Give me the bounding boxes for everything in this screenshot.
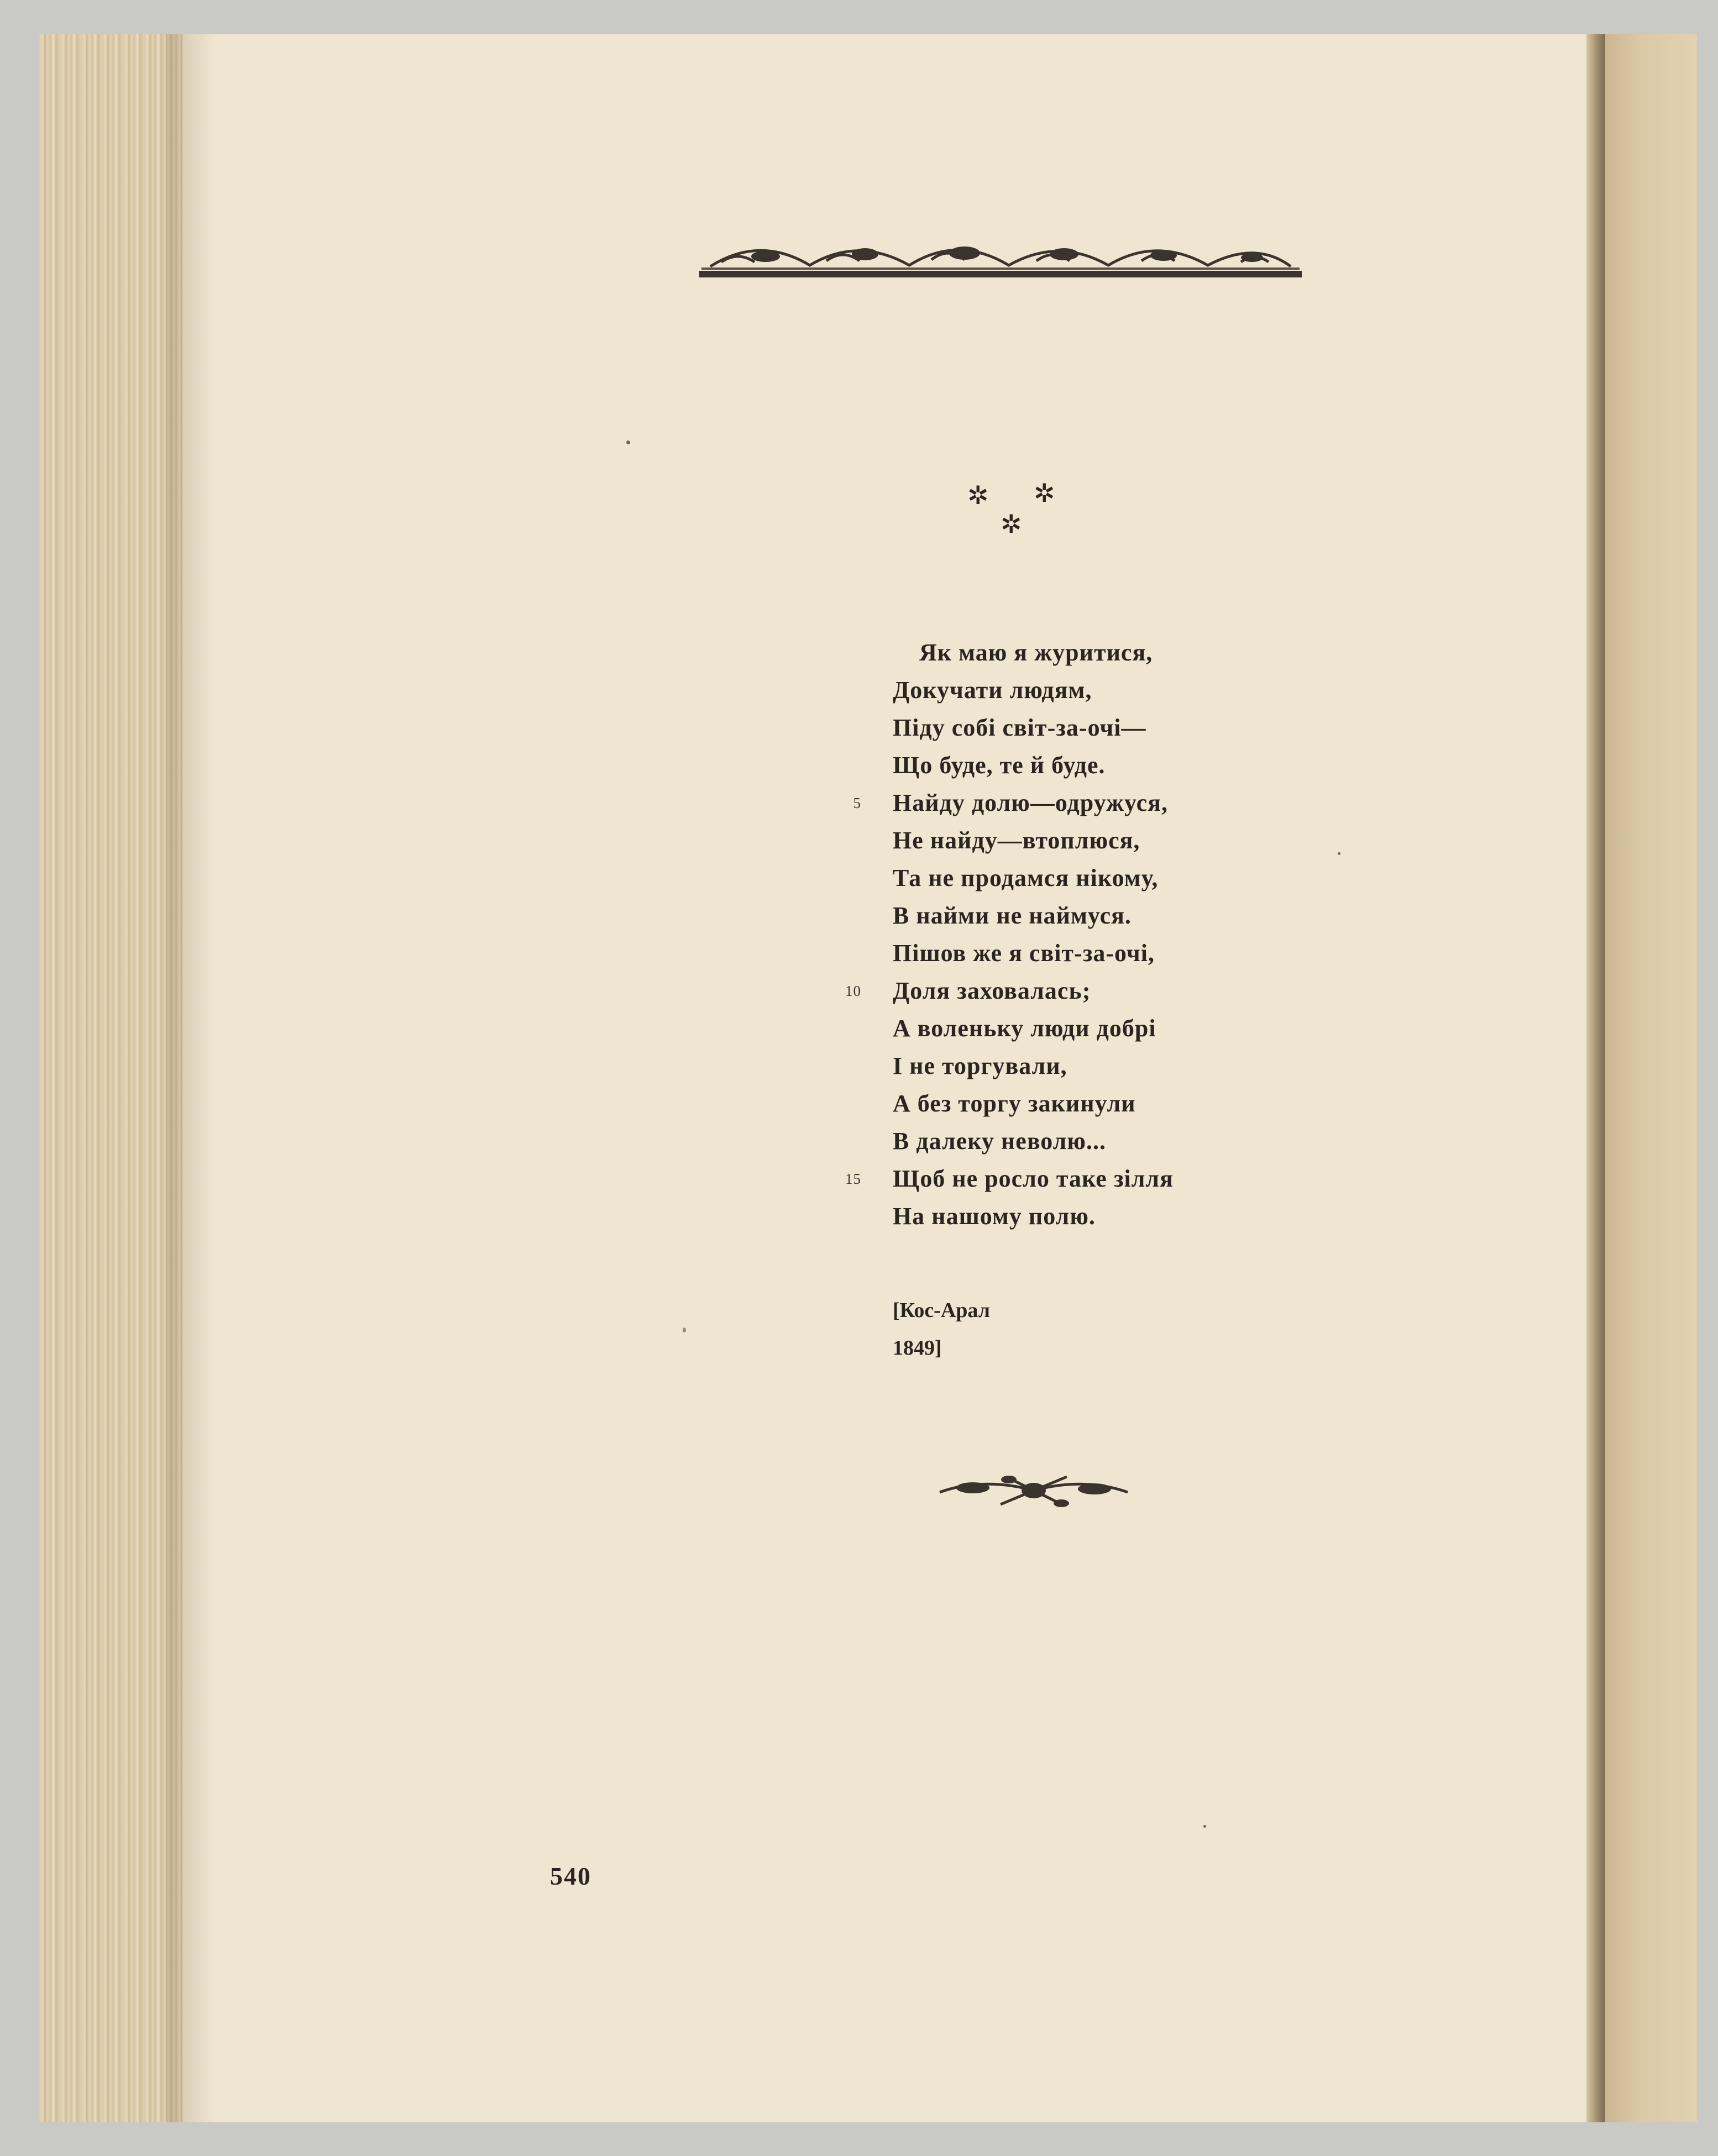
verse-text: Піду собі світ-за-очі— (893, 714, 1146, 741)
poem-line (818, 1085, 1316, 1122)
poem-line (818, 784, 1316, 822)
asterism-mark (951, 465, 1072, 548)
book-gutter (1586, 34, 1605, 2122)
poem-line (818, 822, 1316, 859)
decorative-tailpiece-ornament (934, 1466, 1133, 1515)
paper-speck (1338, 852, 1340, 855)
poem-line (818, 709, 1316, 747)
svg-text:✲: ✲ (1001, 509, 1022, 539)
paper-speck (683, 1328, 686, 1333)
poem-line (818, 672, 1316, 709)
facing-page-edge (1605, 34, 1697, 2122)
poem-line (818, 1122, 1316, 1160)
verse-text: А воленьку люди добрі (893, 1015, 1156, 1042)
verse-text: А без торгу закинули (893, 1090, 1136, 1117)
svg-text:✲: ✲ (967, 480, 989, 510)
verse-text: Щоб не росло таке зілля (893, 1165, 1174, 1192)
verse-text: В далеку неволю... (893, 1127, 1107, 1155)
line-number: 5 (853, 795, 861, 811)
line-number: 10 (845, 983, 861, 999)
verse-text: Що буде, те й буде. (893, 752, 1106, 779)
verse-text: Найду долю—одружуся, (893, 789, 1169, 816)
verse-text: Та не продамся нікому, (893, 864, 1159, 891)
svg-text:✲: ✲ (1034, 478, 1055, 508)
poem-verses (818, 634, 1316, 1235)
verse-text: Доля заховалась; (893, 977, 1091, 1004)
edge-shadow (166, 34, 216, 2122)
book-page-edges (39, 34, 182, 2122)
poem-line (818, 1198, 1316, 1235)
poem-line (818, 1160, 1316, 1198)
poem-line (818, 634, 1316, 672)
poem-line (818, 859, 1316, 897)
poem-line (818, 1047, 1316, 1085)
poem-line (818, 972, 1316, 1010)
poem-line (818, 935, 1316, 972)
verse-text: Докучати людям, (893, 676, 1092, 704)
decorative-headpiece-ornament (699, 240, 1302, 284)
year-text: 1849] (893, 1336, 942, 1360)
verse-text: Не найду—втоплюся, (893, 827, 1140, 854)
place-text: [Кос-Арал (893, 1299, 991, 1322)
page-number: 540 (550, 1862, 591, 1890)
place-date-note (893, 1292, 990, 1367)
verse-text: Як маю я журитися, (919, 639, 1153, 666)
poem-line (818, 747, 1316, 784)
verse-text: В найми не наймуся. (893, 902, 1132, 929)
poem-line (818, 1010, 1316, 1047)
verse-text: Пішов же я світ-за-очі, (893, 940, 1155, 967)
poem-line (818, 897, 1316, 935)
paper-speck (626, 440, 630, 444)
verse-text: На нашому полю. (893, 1203, 1096, 1230)
scanned-page (39, 34, 1697, 2122)
paper-speck (1203, 1825, 1206, 1828)
line-number: 15 (845, 1171, 861, 1187)
verse-text: І не торгували, (893, 1052, 1067, 1079)
